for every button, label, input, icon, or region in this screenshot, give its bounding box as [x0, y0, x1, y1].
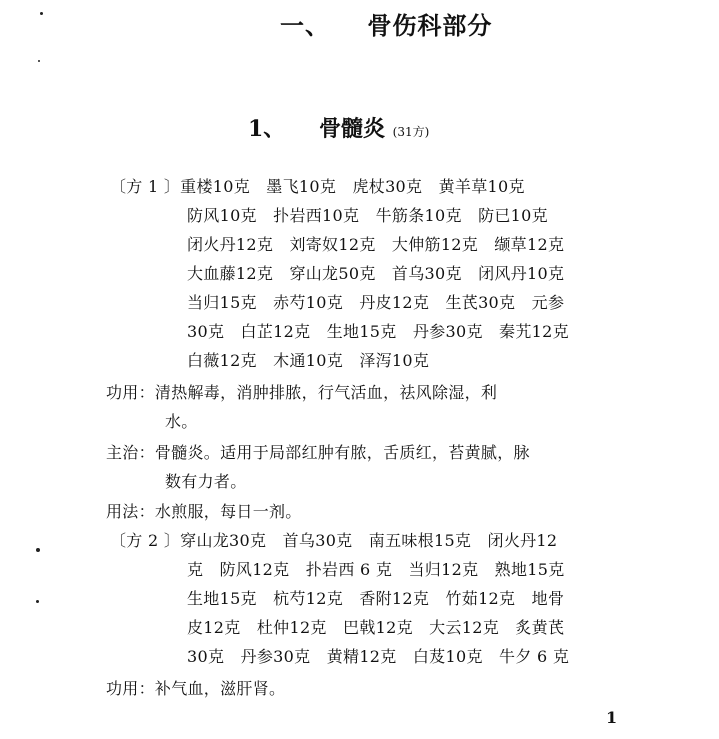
scan-speck: [38, 60, 40, 62]
text-line: 30克 白芷12克 生地15克 丹参30克 秦艽12克: [187, 322, 569, 341]
scan-speck: [36, 600, 39, 603]
section-title: 骨伤科部分: [367, 11, 493, 40]
text-line: 数有力者。: [165, 472, 247, 491]
scan-speck: [36, 548, 40, 552]
section-number: 一、: [280, 11, 330, 40]
text-line: 30克 丹参30克 黄精12克 白芨10克 牛夕 6 克: [187, 647, 570, 666]
text-line: 生地15克 杭芍12克 香附12克 竹茹12克 地骨: [187, 589, 565, 608]
text-line: 白薇12克 木通10克 泽泻10克: [187, 351, 430, 370]
text-line: 〔方 1 〕重楼10克 墨飞10克 虎杖30克 黄羊草10克: [110, 177, 525, 196]
text-line: 水。: [165, 412, 198, 431]
section-heading: [280, 6, 492, 41]
text-line: 〔方 2 〕穿山龙30克 首乌30克 南五味根15克 闭火丹12: [110, 531, 558, 550]
scan-speck: [40, 12, 43, 15]
chapter-heading: [248, 112, 429, 143]
text-line: 防风10克 扑岩西10克 牛筋条10克 防已10克: [187, 206, 548, 225]
chapter-title: 骨髓炎: [318, 116, 385, 142]
text-line: 当归15克 赤芍10克 丹皮12克 生芪30克 元参: [187, 293, 565, 312]
text-line: 功用：补气血，滋肝肾。: [106, 679, 286, 698]
text-line: 皮12克 杜仲12克 巴戟12克 大云12克 炙黄芪: [187, 618, 565, 637]
chapter-note: (31方): [392, 125, 430, 139]
text-line: 闭火丹12克 刘寄奴12克 大伸筋12克 缬草12克: [187, 235, 565, 254]
chapter-number: 1、: [248, 116, 286, 142]
text-line: 大血藤12克 穿山龙50克 首乌30克 闭风丹10克: [187, 264, 565, 283]
text-line: 主治：骨髓炎。适用于局部红肿有脓，舌质红，苔黄腻，脉: [106, 443, 530, 462]
page-number: 1: [606, 708, 618, 727]
text-line: 用法：水煎服，每日一剂。: [106, 502, 302, 521]
text-line: 克 防风12克 扑岩西 6 克 当归12克 熟地15克: [187, 560, 565, 579]
text-line: 功用：清热解毒，消肿排脓，行气活血，祛风除湿，利: [106, 383, 498, 402]
